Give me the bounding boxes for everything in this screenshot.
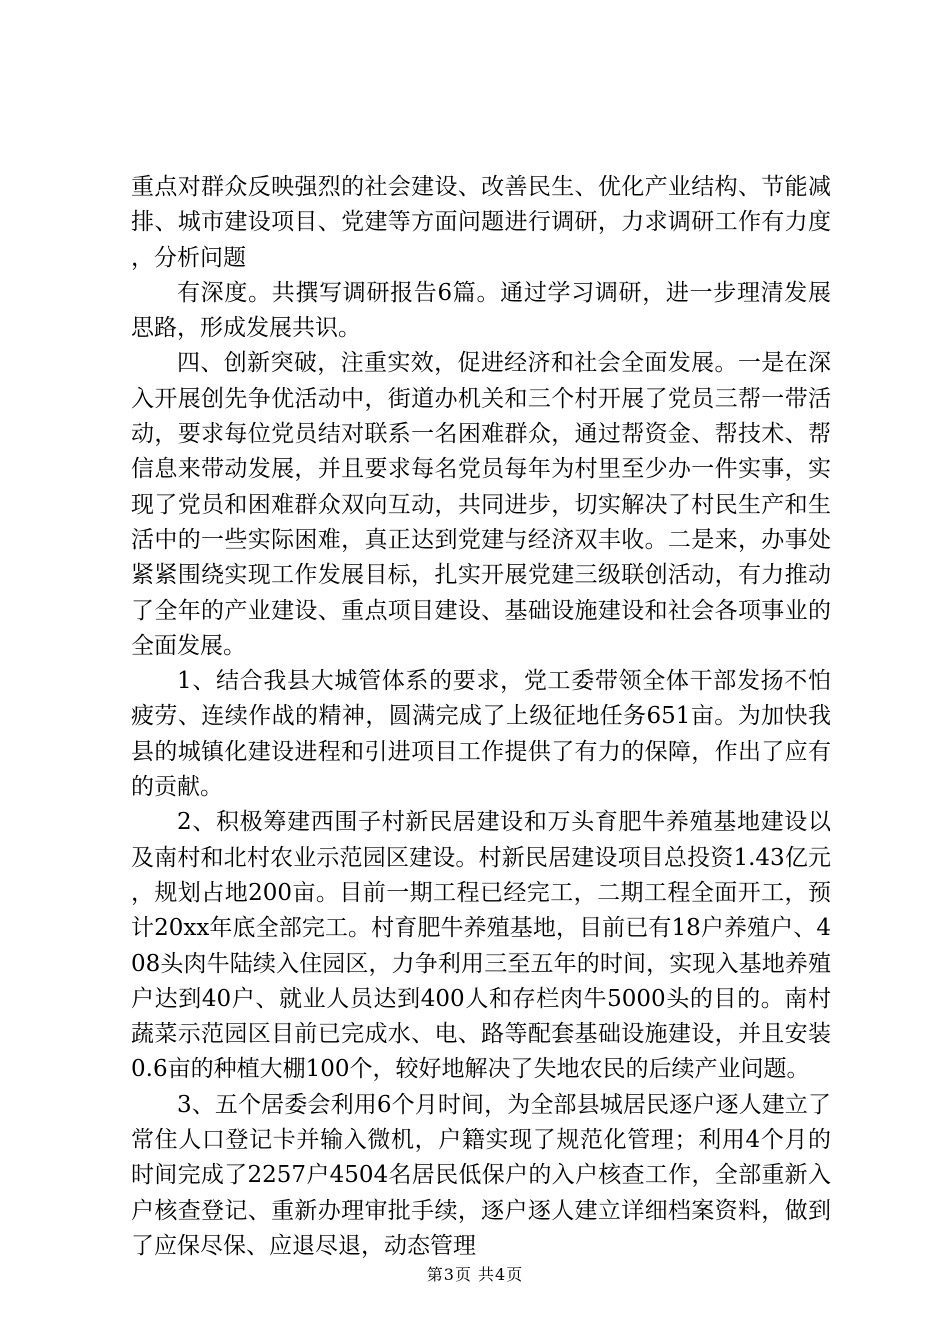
paragraph-5: 2、积极筹建西围子村新民居建设和万头育肥牛养殖基地建设以及南村和北村农业示范园区建设。村新民居建设项目总投资1.43亿元，规划占地200亩。目前一期工程已经完工，二期工程全面开工，预计20xx年底全部完工。村育肥牛养殖基地，目前已有18户养殖户、408头肉牛陆续入住园区，力争利用三至五年的时间，实现入基地养殖户达到40户、就业人员达到400人和存栏肉牛5000头的目的。南村蔬菜示范园区目前已完成水、电、路等配套基础设施建设，并且安装0.6亩的种植大棚100个，较好地解决了失地农民的后续产业问题。: [131, 809, 831, 1083]
paragraph-4: 1、结合我县大城管体系的要求，党工委带领全体干部发扬不怕疲劳、连续作战的精神，圆满完成了上级征地任务651亩。为加快我县的城镇化建设进程和引进项目工作提供了有力的保障，作出了应有的贡献。: [131, 668, 831, 801]
paragraph-2: 有深度。共撰写调研报告6篇。通过学习调研，进一步理清发展思路，形成发展共识。: [131, 279, 831, 342]
paragraph-3: 四、创新突破，注重实效，促进经济和社会全面发展。一是在深入开展创先争优活动中，街道办机关和三个村开展了党员三帮一带活动，要求每位党员结对联系一名困难群众，通过帮资金、帮技术、帮信息来带动发展，并且要求每名党员每年为村里至少办一件实事，实现了党员和困难群众双向互动，共同进步，切实解决了村民生产和生活中的一些实际困难，真正达到党建与经济双丰收。二是来，办事处紧紧围绕实现工作发展目标，扎实开展党建三级联创活动，有力推动了全年的产业建设、重点项目建设、基础设施建设和社会各项事业的全面发展。: [131, 350, 831, 659]
paragraph-6: 3、五个居委会利用6个月时间，为全部县城居民逐户逐人建立了常住人口登记卡并输入微机，户籍实现了规范化管理；利用4个月的时间完成了2257户4504名居民低保户的入户核查工作，全部重新入户核查登记、重新办理审批手续，逐户逐人建立详细档案资料，做到了应保尽保、应退尽退，动态管理: [131, 1091, 831, 1259]
document-body: [131, 170, 831, 1264]
paragraph-1: 重点对群众反映强烈的社会建设、改善民生、优化产业结构、节能减排、城市建设项目、党建等方面问题进行调研，力求调研工作有力度，分析问题: [131, 174, 831, 271]
page-number-footer: 第3页 共4页: [426, 1265, 524, 1284]
